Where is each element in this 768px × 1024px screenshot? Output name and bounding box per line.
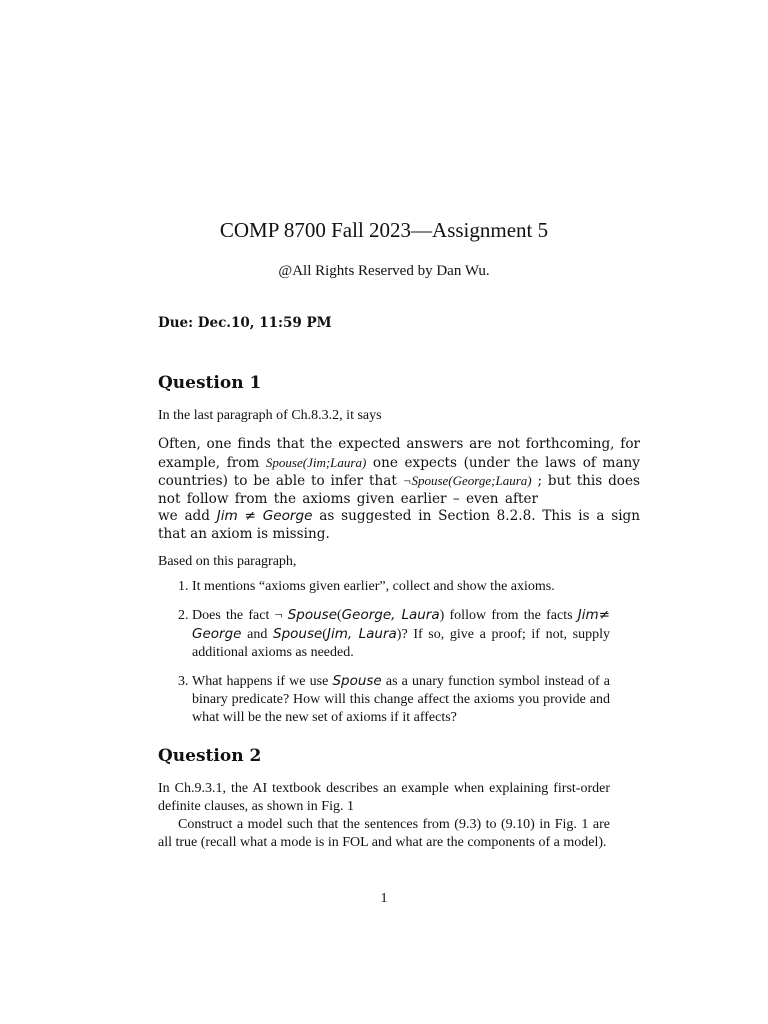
question1-list (158, 578, 610, 737)
document-title: COMP 8700 Fall 2023—Assignment 5 (219, 218, 549, 242)
page-number: 1 (380, 891, 388, 906)
question2-paragraph-2: Construct a model such that the sentences from (9.3) to (9.10) in Fig. 1 are all true (recall what a mode is in FOL and what are the components of a model). (158, 817, 610, 850)
list-item: 3. What happens if we use Spouse as a unary function symbol instead of a binary predicate? How will this change affect the axioms you provide and what will be the new set of axioms if it affects? (192, 672, 610, 727)
question2-paragraph-1: In Ch.9.3.1, the AI textbook describes an example when explaining first-order definite clauses, as shown in Fig. 1 (158, 781, 610, 814)
based-on-text: Based on this paragraph, (158, 554, 297, 569)
quote-line-1: Often, one finds that the expected answers are not forthcoming, for (158, 436, 640, 452)
quote-line-5: we add Jim ≠ George as suggested in Section 8.2.8. This is a sign (158, 508, 641, 524)
question1-heading: Question 1 (158, 373, 262, 393)
list-item: 2. Does the fact ¬ Spouse(George, Laura) follow from the facts Jim≠ George and Spouse(Jim, Laura)? If so, give a proof; if not, supply additional axioms as needed. (192, 606, 610, 662)
list-item: 1. It mentions “axioms given earlier”, collect and show the axioms. (192, 578, 610, 596)
question1-intro: In the last paragraph of Ch.8.3.2, it says (158, 408, 382, 423)
quote-line-3: countries) to be able to infer that ¬Spouse(George;Laura) ; but this does (158, 473, 641, 489)
due-date: Due: Dec.10, 11:59 PM (158, 315, 332, 331)
question2-heading: Question 2 (158, 746, 262, 766)
quoted-paragraph (158, 436, 640, 543)
quote-line-6: that an axiom is missing. (158, 525, 330, 542)
quote-line-2: example, from Spouse(Jim;Laura) one expects (under the laws of many (158, 454, 640, 471)
quote-line-4: not follow from the axioms given earlier – even after (158, 490, 538, 507)
copyright-line: @All Rights Reserved by Dan Wu. (278, 263, 490, 279)
